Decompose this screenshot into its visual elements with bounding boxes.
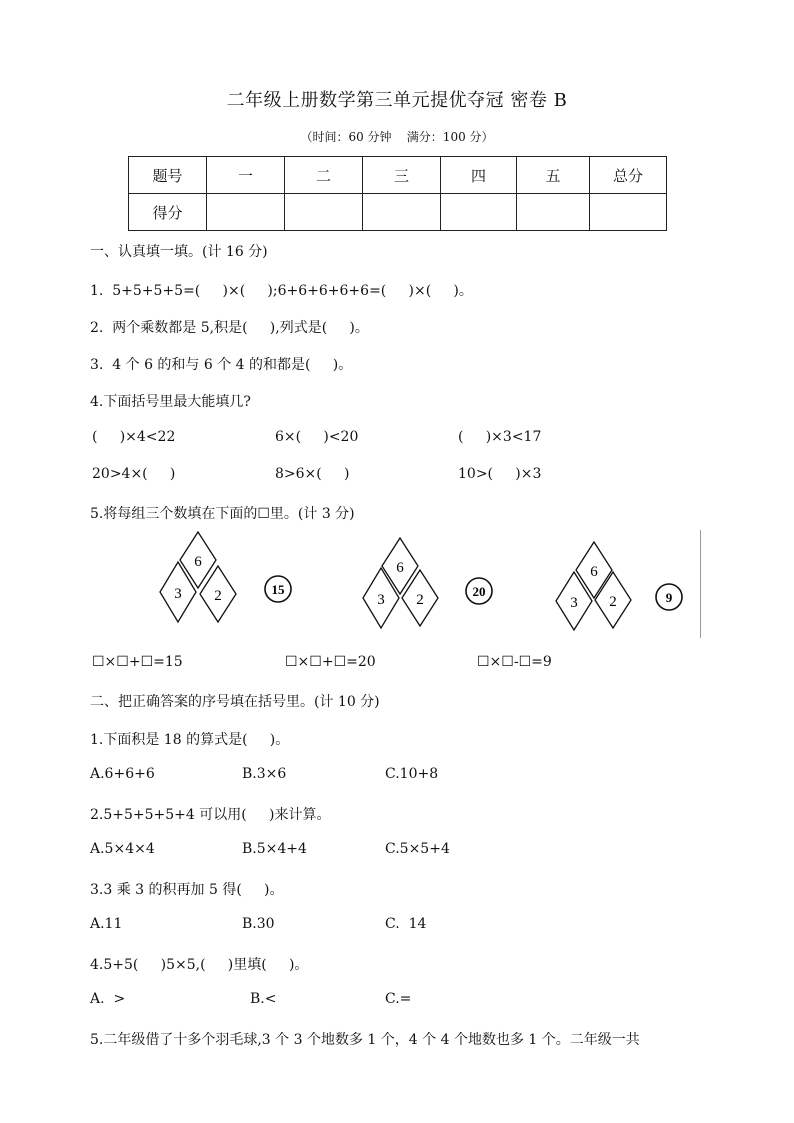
question-text: 4.5+5( )5×5,( )里填( )。 (90, 957, 309, 973)
score-cell[interactable] (517, 194, 590, 231)
option-c: C. 14 (385, 916, 427, 932)
section-heading: 二、把正确答案的序号填在括号里。(计 10 分) (90, 694, 380, 710)
question-text: 5.将每组三个数填在下面的☐里。(计 3 分) (90, 506, 355, 522)
table-header-cell: 五 (517, 157, 590, 194)
diamond-number: 3 (174, 586, 182, 602)
option-c: C.= (385, 991, 412, 1007)
diamond-number: 2 (416, 592, 424, 608)
diamond-number: 6 (396, 560, 404, 576)
diamond-number: 6 (590, 564, 598, 580)
question-text: 1.下面积是 18 的算式是( )。 (90, 732, 290, 748)
question-text: 5.二年级借了十多个羽毛球,3 个 3 个地数多 1 个，4 个 4 个地数也多 1 个。二年级一共 (90, 1032, 640, 1048)
score-table (128, 156, 667, 231)
table-header-cell: 一 (207, 157, 285, 194)
option-a: A. > (90, 991, 126, 1007)
page-edge-line (700, 530, 701, 638)
diamond-number: 3 (377, 592, 385, 608)
table-row (129, 194, 667, 231)
inequality-item: ( )×3<17 (458, 429, 542, 445)
question-text: 4.下面括号里最大能填几? (90, 394, 251, 410)
page-title: 二年级上册数学第三单元提优夺冠 密卷 B (226, 90, 568, 111)
formula-blank: ☐×☐+☐=15 (92, 654, 183, 670)
result-number: 9 (665, 590, 673, 605)
option-b: B.3×6 (242, 766, 287, 782)
score-cell[interactable] (207, 194, 285, 231)
result-number: 20 (472, 584, 486, 599)
option-c: C.10+8 (385, 766, 439, 782)
option-b: B.5×4+4 (242, 841, 307, 857)
score-cell[interactable] (441, 194, 517, 231)
table-header-cell: 四 (441, 157, 517, 194)
result-number: 15 (271, 582, 285, 597)
option-a: A.11 (90, 916, 123, 932)
option-b: B.30 (242, 916, 275, 932)
inequality-item: 8>6×( ) (275, 466, 350, 482)
question-text: 2. 两个乘数都是 5,积是( ),列式是( )。 (90, 320, 369, 336)
section-heading: 一、认真填一填。(计 16 分) (90, 244, 268, 260)
table-header-cell: 题号 (129, 157, 207, 194)
question-text: 3.3 乘 3 的积再加 5 得( )。 (90, 882, 284, 898)
option-a: A.5×4×4 (90, 841, 155, 857)
option-c: C.5×5+4 (385, 841, 450, 857)
table-header-cell: 三 (363, 157, 441, 194)
table-row (129, 157, 667, 194)
question-text: 2.5+5+5+5+4 可以用( )来计算。 (90, 807, 331, 823)
formula-blank: ☐×☐+☐=20 (285, 654, 376, 670)
diamond-number: 2 (609, 594, 617, 610)
table-header-cell: 二 (285, 157, 363, 194)
score-cell[interactable] (590, 194, 667, 231)
option-b: B.< (250, 991, 277, 1007)
number-diamonds-diagram (150, 528, 710, 638)
inequality-item: ( )×4<22 (92, 429, 176, 445)
diamond-number: 3 (570, 595, 578, 611)
diamond-group-2 (363, 538, 492, 628)
question-text: 3. 4 个 6 的和与 6 个 4 的和都是( )。 (90, 357, 353, 373)
inequality-item: 20>4×( ) (92, 466, 176, 482)
formula-blank: ☐×☐-☐=9 (477, 654, 552, 670)
score-cell[interactable] (363, 194, 441, 231)
inequality-item: 6×( )<20 (275, 429, 359, 445)
diamond-number: 6 (194, 554, 202, 570)
diamond-group-3 (556, 542, 682, 630)
option-a: A.6+6+6 (90, 766, 155, 782)
diamond-group-1 (160, 532, 291, 622)
table-header-cell: 总分 (590, 157, 667, 194)
table-row-label: 得分 (129, 194, 207, 231)
inequality-item: 10>( )×3 (458, 466, 542, 482)
question-text: 1. 5+5+5+5=( )×( );6+6+6+6+6=( )×( )。 (90, 283, 473, 299)
diamond-number: 2 (214, 588, 222, 604)
exam-info: （时间：60 分钟 满分：100 分） (300, 130, 494, 144)
score-cell[interactable] (285, 194, 363, 231)
